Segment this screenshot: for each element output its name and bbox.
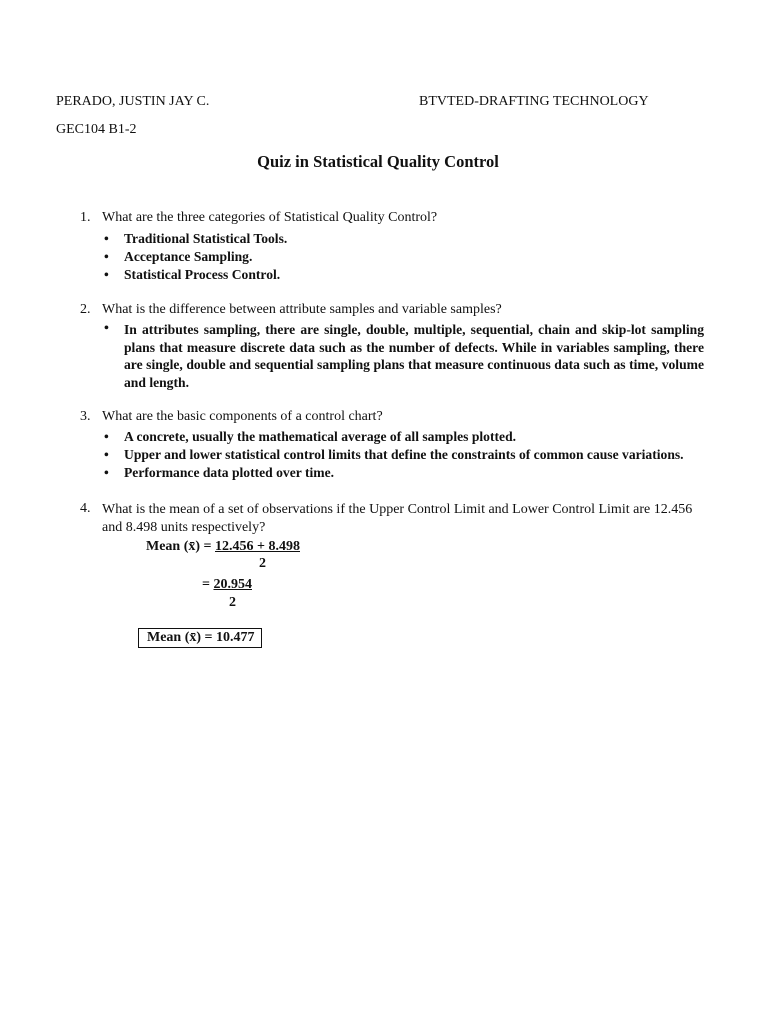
page-title: Quiz in Statistical Quality Control [257,152,499,171]
answer-item: • Acceptance Sampling. [104,248,287,266]
question-3-answers [104,428,684,482]
question-2-answer: In attributes sampling, there are single, double, multiple, sequential, chain and skip-lot sampling plans that measure discrete data such as the number of defects. While in variables sampling, there are single, double and sequential sampling plans that measure continuous data such as time, volume and length. [124,322,704,390]
mean-denominator: 2 [259,556,266,571]
question-2-text: What is the difference between attribute samples and variable samples? [102,302,502,317]
sum-numerator: 20.954 [213,577,252,592]
answer-item: • Traditional Statistical Tools. [104,230,287,248]
question-1-number: 1. [80,210,91,225]
question-1-text: What are the three categories of Statistical Quality Control? [102,210,438,225]
question-3-text: What are the basic components of a control chart? [102,409,383,424]
question-2-number: 2. [80,302,91,317]
bullet-icon: • [104,321,109,336]
question-1-answers [104,230,287,284]
answer-item: • A concrete, usually the mathematical average of all samples plotted. [104,428,684,446]
question-3-number: 3. [80,409,91,424]
course-section: GEC104 B1-2 [56,122,137,137]
question-4-text: What is the mean of a set of observations if the Upper Control Limit and Lower Control Limit are 12.456 and 8.498 units respectively? [102,502,693,535]
student-name: PERADO, JUSTIN JAY C. [56,94,210,109]
answer-item: • Upper and lower statistical control limits that define the constraints of common cause variations. [104,446,684,464]
solution-line-1 [146,539,300,555]
mean-label: Mean (x̄) = [146,539,216,554]
program-name: BTVTED-DRAFTING TECHNOLOGY [419,94,649,109]
answer-item: • Statistical Process Control. [104,266,287,284]
question-4-number: 4. [80,501,91,516]
mean-numerator: 12.456 + 8.498 [215,539,300,554]
equals-label: = [202,577,214,592]
answer-item: • Performance data plotted over time. [104,464,684,482]
final-answer-box: Mean (x̄) = 10.477 [138,628,262,648]
solution-line-2 [202,577,252,593]
sum-denominator: 2 [229,595,236,610]
